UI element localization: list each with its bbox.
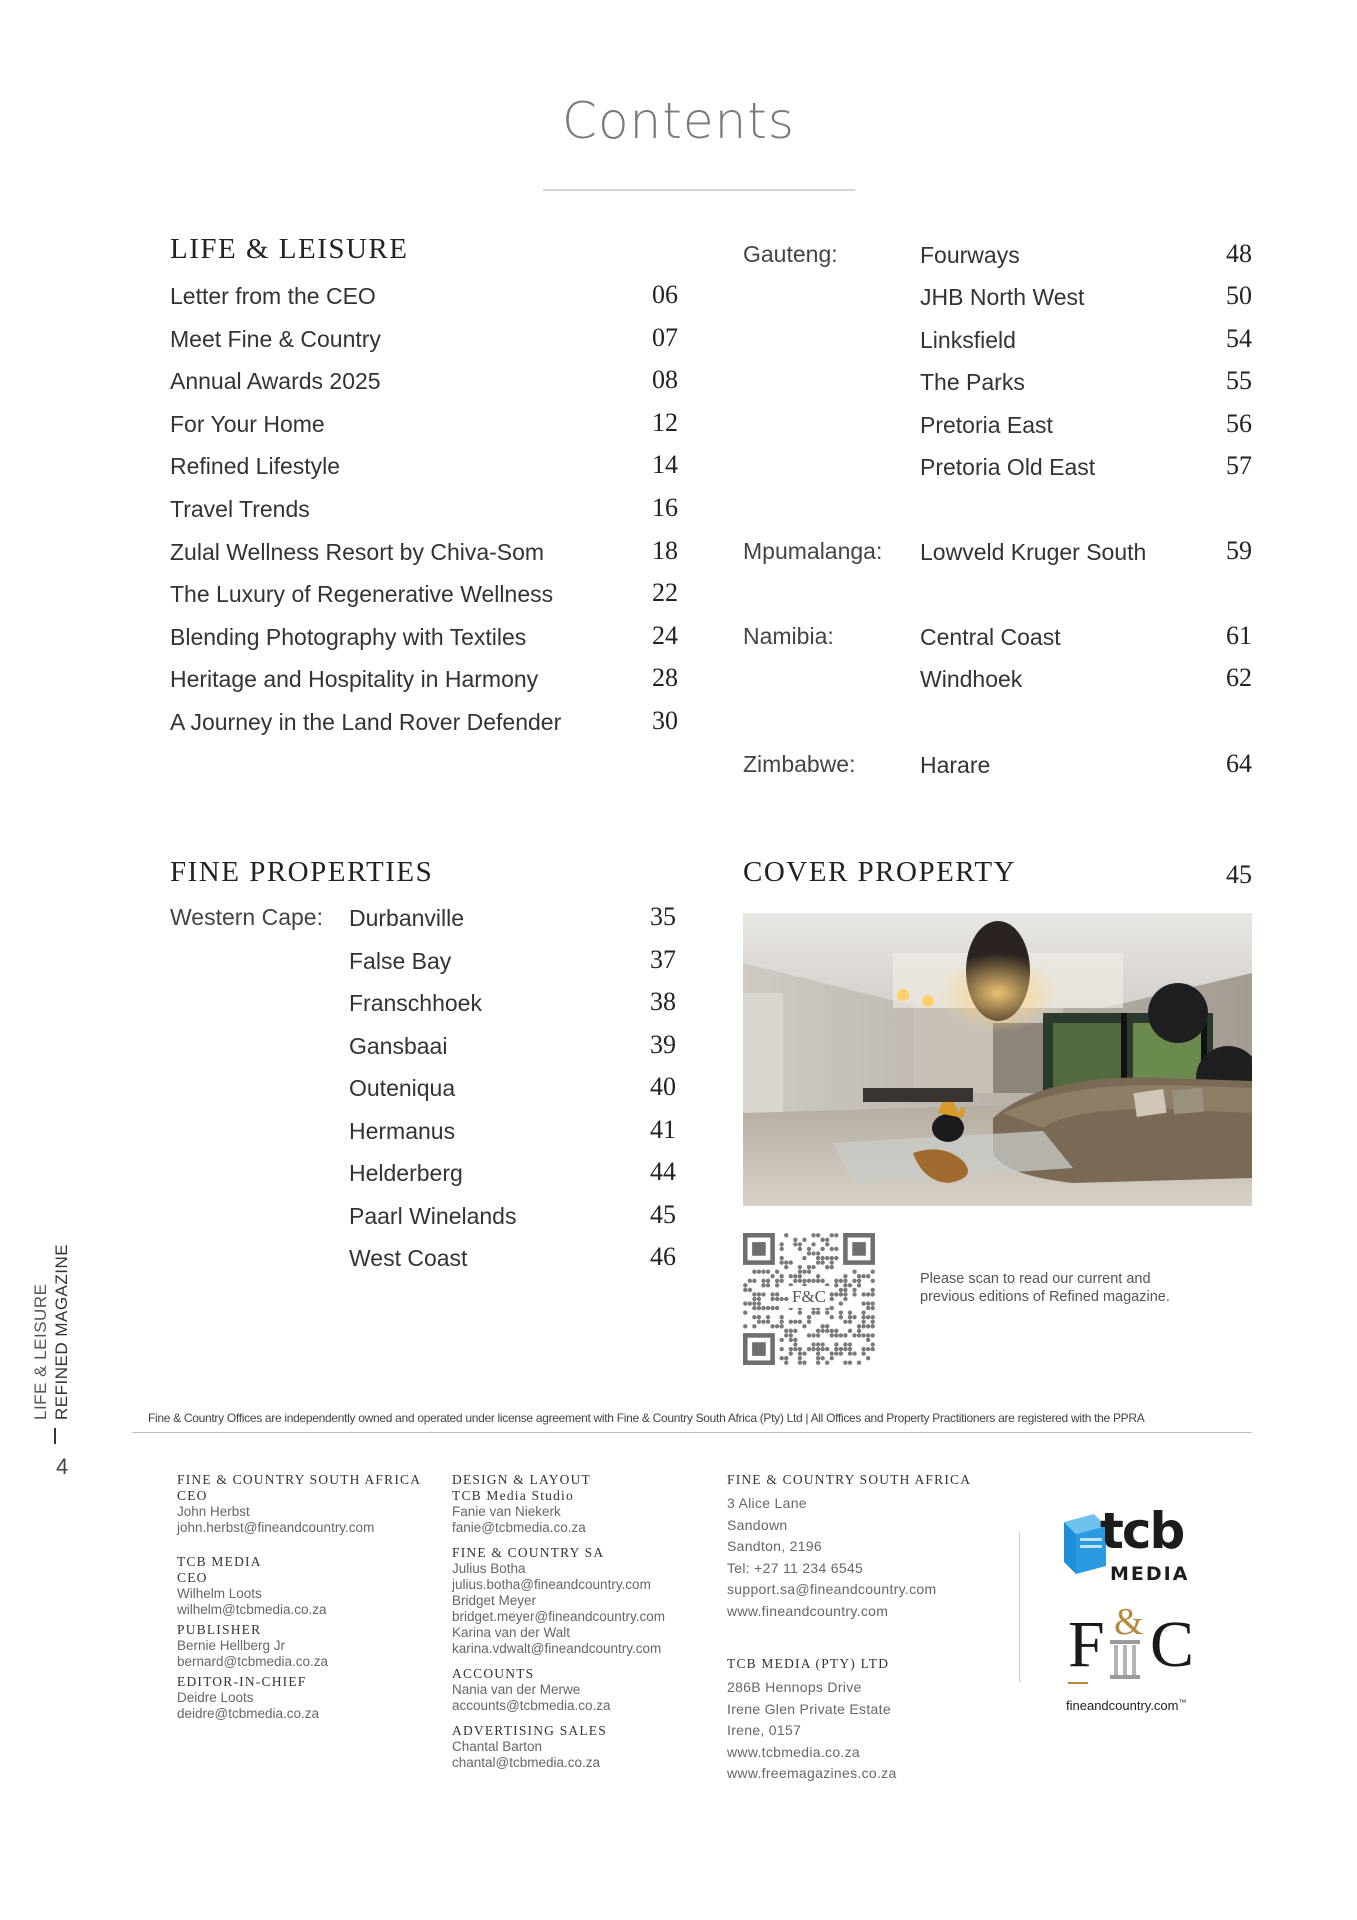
logo-divider [1019,1532,1020,1682]
credits-text: chantal@tcbmedia.co.za [452,1755,601,1770]
scan-note-line-1: Please scan to read our current and [920,1271,1151,1287]
address-line: www.fineandcountry.com [727,1602,889,1619]
credits-text: accounts@tcbmedia.co.za [452,1698,611,1713]
address-line: Sandton, 2196 [727,1538,822,1554]
toc-entry-title: Durbanville [349,905,465,931]
side-label [30,1244,72,1420]
toc-entry-title: Franschhoek [349,990,482,1016]
toc-entry-page: 50 [1226,281,1252,311]
credits-text: Karina van der Walt [452,1625,571,1640]
cover-property-page: 45 [1226,860,1252,889]
region-label-namibia: Namibia: [743,623,834,649]
toc-entry-page: 45 [650,1199,676,1229]
toc-entry-title: A Journey in the Land Rover Defender [170,709,562,735]
credits-heading: CEO [177,1488,208,1503]
tcb-media-logo [1060,1502,1200,1590]
credits-text: Julius Botha [452,1561,526,1576]
toc-entry-title: Lowveld Kruger South [920,539,1147,565]
disclaimer-divider [132,1432,1252,1433]
toc-entry-title: Windhoek [920,666,1023,693]
credits-heading: TCB MEDIA [177,1554,262,1569]
toc-entry-page: 59 [1226,536,1252,565]
credits-heading: TCB Media Studio [452,1488,574,1503]
fine-properties-heading: FINE PROPERTIES [170,856,434,888]
toc-entry-title: Linksfield [920,326,1016,353]
page-number: 4 [56,1454,69,1479]
tcb-address-lines [727,1677,1007,1785]
toc-entry-page: 30 [652,706,678,735]
toc-entry-title: False Bay [349,947,452,974]
toc-entry-title: Fourways [920,242,1020,268]
credits-heading: FINE & COUNTRY SA [452,1545,605,1560]
credits-text: fanie@tcbmedia.co.za [452,1520,586,1535]
toc-entry-title: Helderberg [349,1160,463,1186]
credits-heading: PUBLISHER [177,1622,262,1637]
toc-entry-title: The Parks [920,369,1025,396]
side-label-line-1: LIFE & LEISURE [31,1283,50,1420]
credits-text: Nania van der Merwe [452,1682,581,1697]
toc-entry-title: Pretoria Old East [920,454,1096,480]
toc-entry-page: 35 [650,902,676,931]
toc-entry-page: 38 [650,987,676,1016]
toc-entry-page: 08 [652,365,678,395]
living-room-image [743,913,1252,1206]
tcb-address-block [727,1656,1007,1785]
credits-heading: EDITOR-IN-CHIEF [177,1674,307,1689]
toc-entry-page: 46 [650,1242,676,1271]
toc-entry-title: Letter from the CEO [170,283,376,309]
scan-note [920,1270,1210,1306]
toc-entry-page: 18 [652,535,678,565]
fc-logo-url-text: fineandcountry.com [1066,1698,1179,1713]
toc-entry-title: For Your Home [170,410,325,437]
toc-entry-title: Blending Photography with Textiles [170,623,527,650]
qr-code[interactable] [743,1233,875,1365]
credits-text: Chantal Barton [452,1739,543,1754]
toc-entry-page: 24 [652,620,678,650]
toc-entry-page: 48 [1226,239,1252,268]
toc-entry-page: 14 [652,450,678,480]
address-line: 3 Alice Lane [727,1495,807,1511]
credits-text: Fanie van Niekerk [452,1504,561,1519]
fc-column-icon [1108,1640,1142,1680]
title-divider [543,189,855,191]
western-cape-label: Western Cape: [170,904,323,930]
toc-entry-title: West Coast [349,1245,468,1271]
credits-text: bernard@tcbmedia.co.za [177,1654,329,1669]
region-label-gauteng: Gauteng: [743,241,838,267]
qr-center-logo: F&C [789,1286,829,1308]
toc-entry-page: 39 [650,1029,676,1059]
fc-logo-f: F [1068,1608,1105,1681]
credits-text: wilhelm@tcbmedia.co.za [177,1602,327,1617]
toc-entry-page: 55 [1226,366,1252,396]
credits-text: John Herbst [177,1504,250,1519]
address-line: Tel: +27 11 234 6545 [727,1559,864,1576]
address-line: 286B Hennops Drive [727,1679,862,1695]
fc-logo-url [1066,1698,1187,1713]
fc-logo-underline [1068,1682,1088,1684]
tcb-logo-text: tcb [1100,1502,1184,1560]
cover-property-photo [743,913,1252,1206]
address-line: www.freemagazines.co.za [727,1765,897,1781]
side-divider [54,1428,56,1444]
credits-spacer [177,1536,437,1554]
credits-heading: ACCOUNTS [452,1666,535,1681]
toc-entry-title: Heritage and Hospitality in Harmony [170,666,539,693]
toc-entry-page: 54 [1226,323,1252,353]
credits-text: Bridget Meyer [452,1593,537,1608]
address-line: support.sa@fineandcountry.com [727,1581,937,1597]
tcb-address-heading: TCB MEDIA (PTY) LTD [727,1656,890,1671]
toc-entry-page: 40 [650,1072,676,1101]
scan-note-line-2: previous editions of Refined magazine. [920,1289,1170,1305]
toc-entry-title: Travel Trends [170,496,310,522]
toc-entry-page: 62 [1226,663,1252,693]
credits-text: julius.botha@fineandcountry.com [452,1577,651,1592]
toc-entry-title: Refined Lifestyle [170,453,341,480]
credits-text: john.herbst@fineandcountry.com [177,1520,375,1535]
fc-logo-c: C [1150,1608,1195,1681]
toc-entry-title: Annual Awards 2025 [170,368,381,395]
toc-entry-page: 16 [652,493,678,522]
address-line: Irene Glen Private Estate [727,1700,891,1717]
toc-entry-page: 61 [1226,621,1252,650]
credits-text: deidre@tcbmedia.co.za [177,1706,320,1721]
credits-text: Bernie Hellberg Jr [177,1638,286,1653]
toc-entry-title: Gansbaai [349,1032,448,1059]
toc-entry-title: JHB North West [920,284,1085,311]
toc-entry-title: Central Coast [920,624,1061,650]
credits-heading: DESIGN & LAYOUT [452,1472,591,1487]
credits-column-2 [452,1472,712,1771]
page-title: Contents [562,92,795,150]
toc-entry-title: Zulal Wellness Resort by Chiva-Som [170,538,545,565]
address-line: www.tcbmedia.co.za [727,1743,861,1760]
address-line: Sandown [727,1516,788,1533]
cover-property-heading: COVER PROPERTY [743,856,1017,888]
toc-entry-page: 28 [652,663,678,693]
toc-entry-page: 22 [652,578,678,608]
toc-entry-title: Outeniqua [349,1075,456,1101]
credits-text: Wilhelm Loots [177,1586,262,1601]
toc-entry-page: 07 [652,322,678,352]
region-label-mpumalanga: Mpumalanga: [743,538,883,564]
life-leisure-heading: LIFE & LEISURE [170,233,409,265]
credits-text: karina.vdwalt@fineandcountry.com [452,1641,662,1656]
credits-heading: CEO [177,1570,208,1585]
fc-address-block [727,1472,1007,1622]
toc-entry-title: Harare [920,752,991,778]
toc-entry-title: Meet Fine & Country [170,325,381,352]
credits-heading: ADVERTISING SALES [452,1723,607,1738]
toc-entry-page: 06 [652,280,678,309]
side-label-line-2: REFINED MAGAZINE [52,1243,71,1420]
toc-entry-title: Pretoria East [920,411,1053,438]
toc-entry-page: 37 [650,944,676,974]
credits-text: bridget.meyer@fineandcountry.com [452,1609,666,1624]
toc-entry-page: 56 [1226,408,1252,438]
region-label-zimbabwe: Zimbabwe: [743,751,856,777]
credits-heading: FINE & COUNTRY SOUTH AFRICA [177,1472,422,1487]
credits-column-1 [177,1472,437,1722]
disclaimer: Fine & Country Offices are independently owned and operated under license agreement with Fine & Country South Africa (Pty) Ltd | All Offices and Property Practitioners are registered with the PPRA [148,1411,1145,1425]
credits-text: Deidre Loots [177,1690,254,1705]
tcb-logo-subtext: MEDIA [1110,1563,1190,1585]
toc-entry-page: 44 [650,1157,676,1186]
toc-entry-title: Paarl Winelands [349,1202,517,1229]
toc-entry-page: 64 [1226,749,1252,778]
fc-logo-tm: ™ [1178,1698,1187,1707]
toc-entry-title: Hermanus [349,1117,456,1144]
fc-logo-ampersand: & [1114,1601,1144,1643]
toc-entry-page: 57 [1226,451,1252,480]
address-line: Irene, 0157 [727,1722,802,1738]
toc-entry-title: The Luxury of Regenerative Wellness [170,581,554,608]
toc-entry-page: 12 [652,407,678,437]
toc-entry-page: 41 [650,1114,676,1144]
fine-and-country-logo [1066,1601,1208,1713]
fc-address-lines [727,1493,1007,1622]
fc-address-heading: FINE & COUNTRY SOUTH AFRICA [727,1472,972,1487]
